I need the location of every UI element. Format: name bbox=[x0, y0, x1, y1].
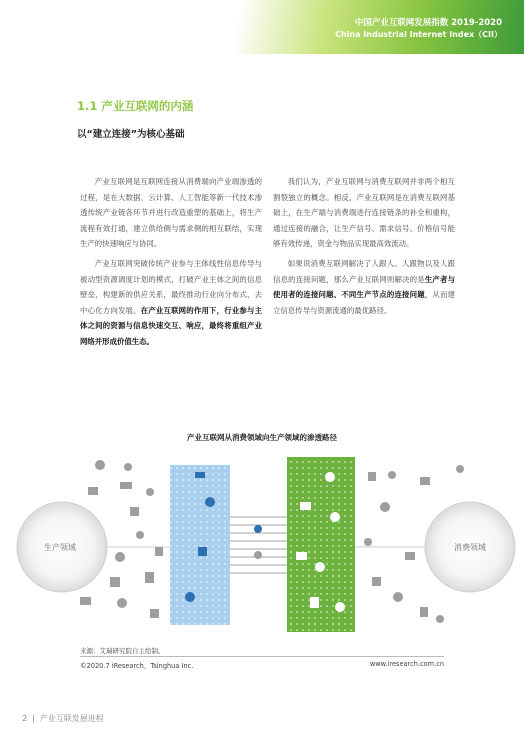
building-icon bbox=[110, 577, 120, 587]
footer-separator: | bbox=[32, 714, 35, 723]
penetration-path-figure bbox=[0, 447, 524, 639]
chapter-label: 产业互联发展进程 bbox=[39, 714, 104, 723]
heart-icon bbox=[456, 465, 464, 473]
weibo-icon bbox=[330, 512, 340, 522]
paragraph-text: 我们认为，产业互联网与消费互联网并非两个相互割裂独立的概念。相反，产业互联网是在消费互联网基础上，在生产端与消费端进行连接链条的补全和重构，通过连接的融合，让生产信号、需求信号、价格信号能够有效传递，资金与物品实现最高效流动。 bbox=[273, 177, 455, 249]
paragraph bbox=[273, 174, 455, 252]
cog-icon bbox=[115, 552, 125, 562]
tool-icon bbox=[150, 609, 159, 618]
footer-divider bbox=[80, 656, 444, 657]
power-icon bbox=[254, 551, 262, 559]
robot-arm-icon bbox=[185, 592, 195, 602]
camera-icon bbox=[405, 552, 415, 560]
section-title: 1.1 产业互联网的内涵 bbox=[77, 99, 194, 113]
paragraph-text: 如果说消费互联网解决了人跟人、人跟物以及人跟信息的连接问题，那么产业互联网则解决的是 bbox=[273, 258, 455, 284]
paragraph-text: ，从而建立信息传导与资源流通的最优路径。 bbox=[273, 290, 455, 315]
signal-icon bbox=[198, 547, 207, 556]
barrel-icon bbox=[155, 547, 163, 556]
cloud-icon bbox=[195, 472, 205, 478]
network-icon bbox=[205, 497, 215, 507]
section-subtitle: 以“建立连接”为核心基础 bbox=[77, 129, 185, 140]
paragraph-text: 产业互联网是互联网连接从消费端向产业端渗透的过程，是在大数据、云计算、人工智能等新一代技术渗透传统产业链各环节并进行改造重塑的基础上，将生产流程有效打通，建立供给侧与需求侧的相互联结，实现生产的快速响应与协同。 bbox=[80, 177, 262, 249]
crane-icon bbox=[130, 507, 139, 516]
gear-icon bbox=[95, 460, 105, 470]
plane-icon bbox=[364, 538, 372, 546]
forklift-icon bbox=[80, 597, 91, 605]
robot-icon bbox=[124, 463, 132, 471]
phone-icon bbox=[420, 607, 428, 617]
figure-source: 来源：艾瑞研究院自主绘制。 bbox=[80, 647, 165, 655]
target-icon bbox=[436, 615, 444, 623]
dollar-icon bbox=[117, 598, 127, 608]
location-icon bbox=[315, 562, 325, 572]
consumption-domain-label: 消费领域 bbox=[454, 543, 486, 552]
box-icon bbox=[136, 531, 144, 539]
wechat-icon bbox=[335, 602, 345, 612]
cup-icon bbox=[368, 472, 376, 481]
body-column-right bbox=[273, 174, 455, 322]
website-link[interactable]: www.iresearch.com.cn bbox=[369, 660, 444, 668]
music-icon bbox=[388, 471, 396, 479]
cart-icon bbox=[393, 592, 403, 602]
gift-icon bbox=[372, 577, 381, 586]
report-header bbox=[335, 17, 502, 41]
shop-icon bbox=[380, 502, 390, 512]
paragraph bbox=[273, 256, 455, 318]
page-footer bbox=[22, 713, 104, 724]
share-icon bbox=[254, 525, 262, 533]
server-icon bbox=[145, 572, 154, 583]
truck-icon bbox=[120, 482, 132, 489]
plane-icon bbox=[296, 552, 307, 560]
paragraph-bold-text: 在产业互联网的作用下，行业参与主体之间的资源与信息快速交互、响应，最终将重组产业网络并形成价值生态。 bbox=[80, 305, 262, 346]
paragraph-bold-text: 生产者与使用者的连接问题、不同生产节点的连接问题 bbox=[273, 274, 455, 300]
page-number: 2 bbox=[22, 714, 28, 723]
phone-icon bbox=[310, 597, 319, 608]
factory-icon bbox=[88, 487, 98, 495]
paragraph-text: 产业互联网突破传统产业参与主体线性信息传导与被动型资源调度计划的模式，打破产业主体之间的信息壁垒，构建新的供应关系，最终推动行业向分布式、去中心化方向发展。 bbox=[80, 258, 262, 315]
paragraph bbox=[80, 256, 262, 350]
paragraph bbox=[80, 174, 262, 252]
twitter-icon bbox=[325, 472, 335, 482]
report-title-cn: 中国产业互联网发展指数 2019-2020 bbox=[354, 18, 502, 28]
production-domain-label: 生产领域 bbox=[44, 543, 76, 552]
report-title-en: China Industrial Internet Index（CII） bbox=[335, 30, 502, 39]
wifi-icon bbox=[420, 477, 430, 485]
figure-title: 产业互联网从消费领域向生产领域的渗透路径 bbox=[187, 433, 337, 442]
chip-icon bbox=[146, 488, 154, 496]
copyright: ©2020.7 iResearch，Tsinghua Inc. bbox=[80, 662, 194, 670]
tv-icon bbox=[300, 502, 311, 510]
body-column-left bbox=[80, 174, 262, 354]
